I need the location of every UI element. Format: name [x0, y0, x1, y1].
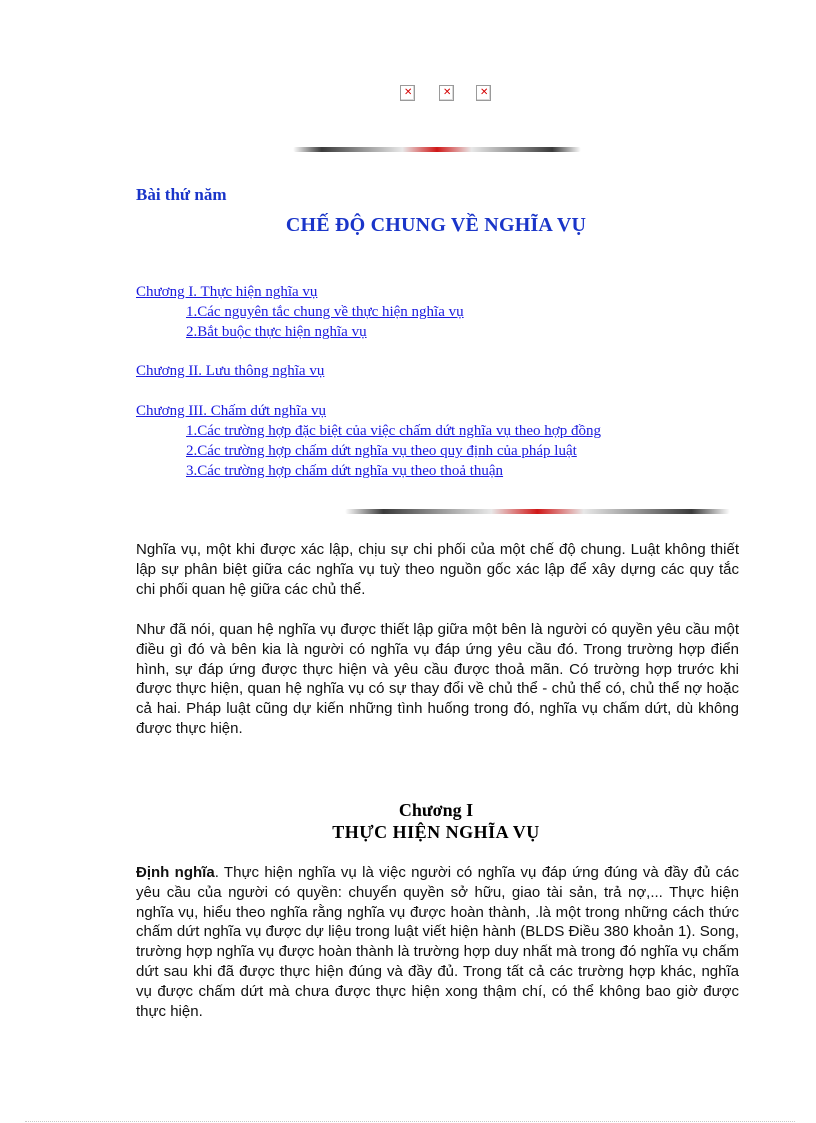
page-title: CHẾ ĐỘ CHUNG VỀ NGHĨA VỤ — [285, 214, 587, 236]
broken-image-icon — [476, 85, 491, 101]
broken-image-icon — [400, 85, 415, 101]
definition-text: . Thực hiện nghĩa vụ là việc người có nghĩa vụ đáp ứng đúng và đầy đủ các yêu cầu của người có quyền: chuyển quyền sở hữu, giao tài sản, trả nợ,... Thực hiện nghĩa vụ, hiểu theo nghĩa rằng nghĩa vụ được hoàn thành, .là một trong những cách thức chấm dứt nghĩa vụ được dự liệu trong luật viết hiện hành (BLDS Điều 380 khoản 1). Song, trường hợp nghĩa vụ được hoàn thành là trường hợp duy nhất mà trong đó nghĩa vụ chấm dứt sau khi đã được thực hiện đúng và đầy đủ. Trong tất cả các trường hợp khác, nghĩa vụ được chấm dứt mà chưa được thực hiện xong thậm chí, có thể không bao giờ được thực hiện. — [136, 864, 740, 1020]
decorative-divider-middle — [345, 509, 730, 514]
toc-link-3-2[interactable]: 2.Các trường hợp chấm dứt nghĩa vụ theo quy định của pháp luật — [186, 443, 577, 459]
intro-paragraph: Như đã nói, quan hệ nghĩa vụ được thiết lập giữa một bên là người có quyền yêu cầu một điều gì đó và bên kia là người có nghĩa vụ đáp ứng yêu cầu đó. Trong trường hợp điển hình, sự đáp ứng được thực hiện và yêu cầu được thoả mãn. Có trường hợp trước khi được thực hiện, quan hệ nghĩa vụ có sự thay đổi về chủ thể - chủ thể có, chủ thể nợ hoặc cả hai. Pháp luật cũng dự kiến những tình huống trong đó, nghĩa vụ chấm dứt, dù không được thực hiện. — [136, 621, 739, 737]
toc-link-chapter-2[interactable]: Chương II. Lưu thông nghĩa vụ — [136, 363, 325, 379]
broken-image-icon — [439, 85, 454, 101]
toc-link-3-3[interactable]: 3.Các trường hợp chấm dứt nghĩa vụ theo thoả thuận — [186, 463, 504, 479]
definition-term: Định nghĩa — [136, 864, 215, 881]
lesson-label: Bài thứ năm — [136, 185, 227, 204]
intro-paragraph: Nghĩa vụ, một khi được xác lập, chịu sự chi phối của một chế độ chung. Luật không thiết lập sự phân biệt giữa các nghĩa vụ tuỳ theo nguồn gốc xác lập để xây dựng các quy tắc chi phối quan hệ giữa các chủ thể. — [136, 541, 739, 598]
decorative-divider-top — [293, 147, 581, 152]
page-bottom-divider — [25, 1121, 795, 1122]
toc-link-chapter-3[interactable]: Chương III. Chấm dứt nghĩa vụ — [136, 403, 327, 419]
chapter-title: THỰC HIỆN NGHĨA VỤ — [332, 822, 540, 842]
header-image-placeholders — [400, 85, 500, 103]
toc-link-3-1[interactable]: 1.Các trường hợp đặc biệt của việc chấm dứt nghĩa vụ theo hợp đồng — [186, 423, 601, 439]
definition-paragraph — [136, 863, 739, 1021]
toc-link-1-1[interactable]: 1.Các nguyên tắc chung về thực hiện nghĩa vụ — [186, 304, 464, 320]
toc-link-chapter-1[interactable]: Chương I. Thực hiện nghĩa vụ — [136, 284, 318, 300]
chapter-number: Chương I — [398, 800, 474, 820]
toc-link-1-2[interactable]: 2.Bắt buộc thực hiện nghĩa vụ — [186, 324, 367, 340]
